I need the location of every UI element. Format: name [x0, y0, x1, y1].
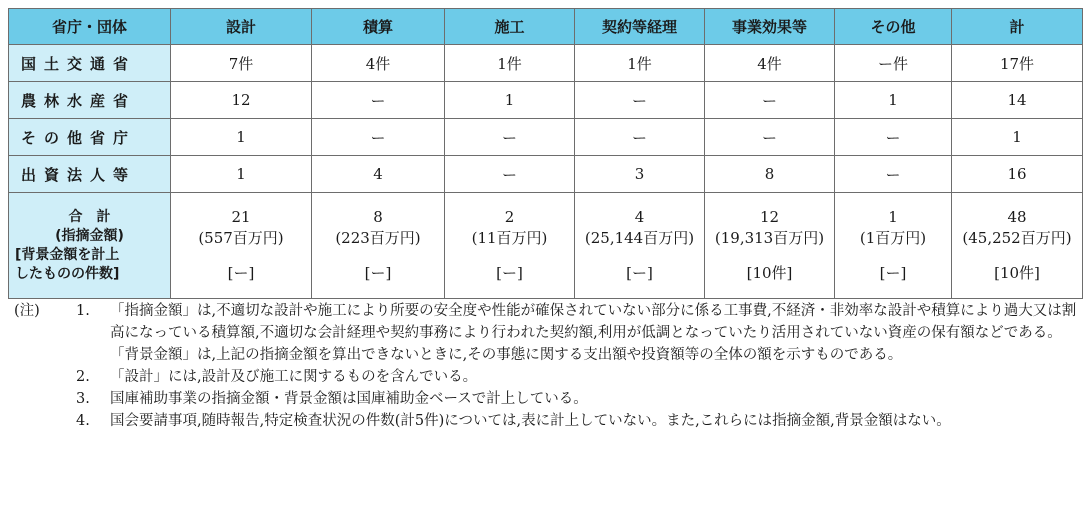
table-cell: 1 [171, 119, 312, 156]
total-cell-total [952, 193, 1083, 299]
note-text: 国庫補助事業の指摘金額・背景金額は国庫補助金ベースで計上している。 [110, 391, 588, 407]
audit-results-table [8, 8, 1083, 299]
total-cell-contract-accounting [575, 193, 705, 299]
total-label-line: 合計 [68, 208, 125, 225]
table-cell: 8 [705, 156, 835, 193]
total-background-count: [ー] [879, 264, 907, 282]
total-label-line: (指摘金額) [55, 227, 124, 244]
total-count: 12 [759, 208, 780, 226]
total-amount: (223百万円) [335, 229, 421, 247]
header-ministry: 省庁・団体 [9, 9, 171, 45]
table-cell: ー [575, 119, 705, 156]
row-label-mlit: 国土交通省 [9, 45, 171, 82]
total-cell-estimation [312, 193, 445, 299]
table-cell: 7件 [171, 45, 312, 82]
note-item [14, 410, 1082, 432]
table-cell: ー件 [835, 45, 952, 82]
table-cell: 3 [575, 156, 705, 193]
header-other: その他 [835, 9, 952, 45]
note-number: 1. [76, 303, 90, 319]
table-cell: 1 [445, 82, 575, 119]
table-header-row [9, 9, 1083, 45]
total-cell-construction [445, 193, 575, 299]
total-count: 1 [888, 208, 898, 226]
total-background-count: [10件] [994, 264, 1040, 282]
total-label-line: したものの件数] [15, 265, 120, 282]
total-cell-other [835, 193, 952, 299]
table-cell: ー [312, 82, 445, 119]
header-project-effect: 事業効果等 [705, 9, 835, 45]
table-cell: 17件 [952, 45, 1083, 82]
note-text: 国会要請事項,随時報告,特定検査状況の件数(計5件)については,表に計上していない。また,これらには指摘金額,背景金額はない。 [110, 413, 951, 429]
total-amount: (19,313百万円) [714, 229, 825, 247]
total-amount: (557百万円) [198, 229, 284, 247]
total-background-count: [10件] [746, 264, 793, 282]
total-count: 8 [373, 208, 383, 226]
note-number: 2. [76, 369, 90, 385]
table-row [9, 82, 1083, 119]
note-item [14, 388, 1082, 410]
total-row [9, 193, 1083, 299]
header-total: 計 [952, 9, 1083, 45]
table-cell: 16 [952, 156, 1083, 193]
table-cell: ー [445, 156, 575, 193]
total-cell-design [171, 193, 312, 299]
table-cell: 1 [171, 156, 312, 193]
total-label-line: [背景金額を計上 [15, 246, 120, 263]
table-cell: ー [312, 119, 445, 156]
total-amount: (1百万円) [859, 229, 927, 247]
table-row [9, 119, 1083, 156]
note-item [14, 300, 1082, 366]
table-cell: 4 [312, 156, 445, 193]
table-cell: ー [445, 119, 575, 156]
total-amount: (25,144百万円) [584, 229, 695, 247]
note-text: 「設計」には,設計及び施工に関するものを含んでいる。 [110, 369, 478, 385]
table-cell: 1 [835, 82, 952, 119]
note-item [14, 366, 1082, 388]
note-number: 3. [76, 391, 90, 407]
total-background-count: [ー] [227, 264, 255, 282]
row-label-maff: 農林水産省 [9, 82, 171, 119]
table-cell: 12 [171, 82, 312, 119]
header-contract-accounting: 契約等経理 [575, 9, 705, 45]
total-background-count: [ー] [364, 264, 392, 282]
total-count: 21 [231, 208, 251, 226]
table-cell: ー [705, 119, 835, 156]
table-row [9, 156, 1083, 193]
footnotes [14, 300, 1082, 432]
row-label-other-ministries: その他省庁 [9, 119, 171, 156]
row-label-funded-corporations: 出資法人等 [9, 156, 171, 193]
table-cell: 1 [952, 119, 1083, 156]
header-design: 設計 [171, 9, 312, 45]
total-amount: (11百万円) [471, 229, 548, 247]
note-text: 「指摘金額」は,不適切な設計や施工により所要の安全度や性能が確保されていない部分に係る工事費,不経済・非効率な設計や積算により過大又は割高になっている積算額,不適切な会計経理や契約事務により行われた契約額,利用が低調となっていたり活用されていない資産の保有額などである。「背景金額」は,上記の指摘金額を算出できないときに,その事態に関する支出額や投資額等の全体の額を示すものである。 [110, 303, 1077, 363]
total-count: 48 [1007, 208, 1027, 226]
total-background-count: [ー] [626, 264, 653, 282]
table-cell: 4件 [312, 45, 445, 82]
table-cell: ー [705, 82, 835, 119]
total-background-count: [ー] [496, 264, 523, 282]
table-cell: 1件 [575, 45, 705, 82]
table-cell: 4件 [705, 45, 835, 82]
note-number: 4. [76, 413, 90, 429]
table-cell: ー [835, 119, 952, 156]
total-cell-project-effect [705, 193, 835, 299]
header-construction: 施工 [445, 9, 575, 45]
table-cell: ー [575, 82, 705, 119]
notes-label: (注) [14, 303, 40, 319]
total-row-label [9, 193, 171, 299]
table-cell: ー [835, 156, 952, 193]
total-count: 4 [634, 208, 645, 226]
total-count: 2 [504, 208, 515, 226]
table-row [9, 45, 1083, 82]
total-amount: (45,252百万円) [962, 229, 1072, 247]
table-cell: 1件 [445, 45, 575, 82]
table-cell: 14 [952, 82, 1083, 119]
header-estimation: 積算 [312, 9, 445, 45]
